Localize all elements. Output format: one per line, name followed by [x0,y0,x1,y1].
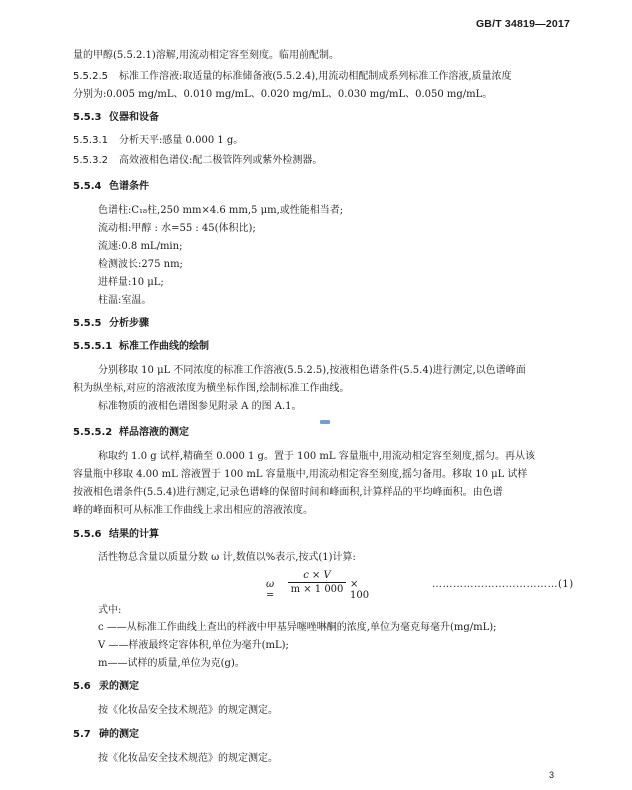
section-heading-5-5-4 [73,180,149,193]
variable-c: c ——从标准工作曲线上查出的样液中甲基异噻唑啉酮的浓度,单位为毫克每毫升(mg/mL); [98,622,497,633]
formula-numerator: c × V [288,570,346,583]
clause-number: 5.5.2.5 [73,71,108,82]
section-number: 5.7 [73,729,91,740]
paragraph-line: 按《化妆品安全技术规范》的规定测定。 [98,705,278,716]
section-number: 5.5.3 [73,112,102,123]
standard-number: GB/T 34819—2017 [475,18,570,30]
variable-m: m——试样的质量,单位为克(g)。 [98,658,245,669]
section-number: 5.5.4 [73,181,102,192]
section-heading-5-5-3 [73,111,159,124]
section-number: 5.5.5.2 [73,427,113,438]
formula-multiplier: × 100 [350,579,370,601]
section-title: 砷的测定 [99,729,139,740]
section-title: 汞的测定 [99,681,139,692]
section-title: 标准工作曲线的绘制 [119,341,209,352]
section-title: 分析步骤 [109,318,149,329]
paragraph-line: 标准物质的液相色谱图参见附录 A 的图 A.1。 [98,401,302,412]
clause-text: 高效液相色谱仪:配二极管阵列或紫外检测器。 [119,155,323,166]
text-line: 分别为:0.005 mg/mL、0.010 mg/mL、0.020 mg/mL、0.030 mg/mL、0.050 mg/mL。 [73,89,493,100]
variable-v: V ——样液最终定容体积,单位为毫升(mL); [98,640,289,651]
clause-text: 分析天平:感量 0.000 1 g。 [119,135,244,146]
section-title: 色谱条件 [109,181,149,192]
clause-5-5-3-2 [73,154,322,167]
paragraph-line: 按《化妆品安全技术规范》的规定测定。 [98,753,278,764]
clause-number: 5.5.3.2 [73,155,108,166]
formula-fraction [288,570,346,595]
section-title: 样品溶液的测定 [119,427,189,438]
section-heading-5-5-6 [73,528,159,541]
text-line: 量的甲醇(5.5.2.1)溶解,用流动相定容至刻度。临用前配制。 [73,50,339,61]
paragraph-line: 称取约 1.0 g 试样,精确至 0.000 1 g。置于 100 mL 容量瓶中,用流动相定容至刻度,摇匀。再从该 [98,451,536,462]
condition-flow-rate: 流速:0.8 mL/min; [98,241,183,252]
section-heading-5-6 [73,680,139,693]
condition-column: 色谱柱:C₁₈柱,250 mm×4.6 mm,5 μm,或性能相当者; [98,205,344,216]
page-number: 3 [548,770,554,780]
formula-lhs: ω = [266,579,275,601]
paragraph-line: 活性物总含量以质量分数 ω 计,数值以%表示,按式(1)计算: [98,552,356,563]
condition-injection-volume: 进样量:10 μL; [98,277,164,288]
condition-column-temp: 柱温:室温。 [98,295,152,306]
section-heading-5-7 [73,728,139,741]
clause-text: 标准工作溶液:取适量的标准储备液(5.5.2.4),用流动相配制成系列标准工作溶液,质量浓度 [119,71,512,82]
section-title: 结果的计算 [109,529,159,540]
section-number: 5.5.6 [73,529,102,540]
clause-5-5-2-5 [73,70,512,83]
condition-mobile-phase: 流动相:甲醇 : 水=55 : 45(体积比); [98,223,256,234]
section-heading-5-5-5-2 [73,426,189,439]
section-heading-5-5-5 [73,317,149,330]
clause-number: 5.5.3.1 [73,135,108,146]
paragraph-line: 峰的峰面积可从标准工作曲线上求出相应的溶液浓度。 [73,505,313,516]
section-number: 5.5.5.1 [73,341,113,352]
formula-number: ………………………………(1) [432,579,574,590]
where-label: 式中: [98,605,122,616]
condition-wavelength: 检测波长:275 nm; [98,259,183,270]
paragraph-line: 积为纵坐标,对应的溶液浓度为横坐标作图,绘制标准工作曲线。 [73,383,350,394]
clause-5-5-3-1 [73,134,243,147]
section-title: 仪器和设备 [109,112,159,123]
section-number: 5.5.5 [73,318,102,329]
paragraph-line: 分别移取 10 μL 不同浓度的标准工作溶液(5.5.2.5),按液相色谱条件(5.5.4)进行测定,以色谱峰面 [98,365,526,376]
section-number: 5.6 [73,681,91,692]
paragraph-line: 容量瓶中移取 4.00 mL 溶液置于 100 mL 容量瓶中,用流动相定容至刻度,摇匀备用。移取 10 μL 试样 [73,469,528,480]
section-heading-5-5-5-1 [73,340,209,353]
paragraph-line: 按液相色谱条件(5.5.4)进行测定,记录色谱峰的保留时间和峰面积,计算样品的平均峰面积。由色谱 [73,487,503,498]
blue-mark-icon [320,420,330,424]
formula-denominator: m × 1 000 [290,584,344,595]
